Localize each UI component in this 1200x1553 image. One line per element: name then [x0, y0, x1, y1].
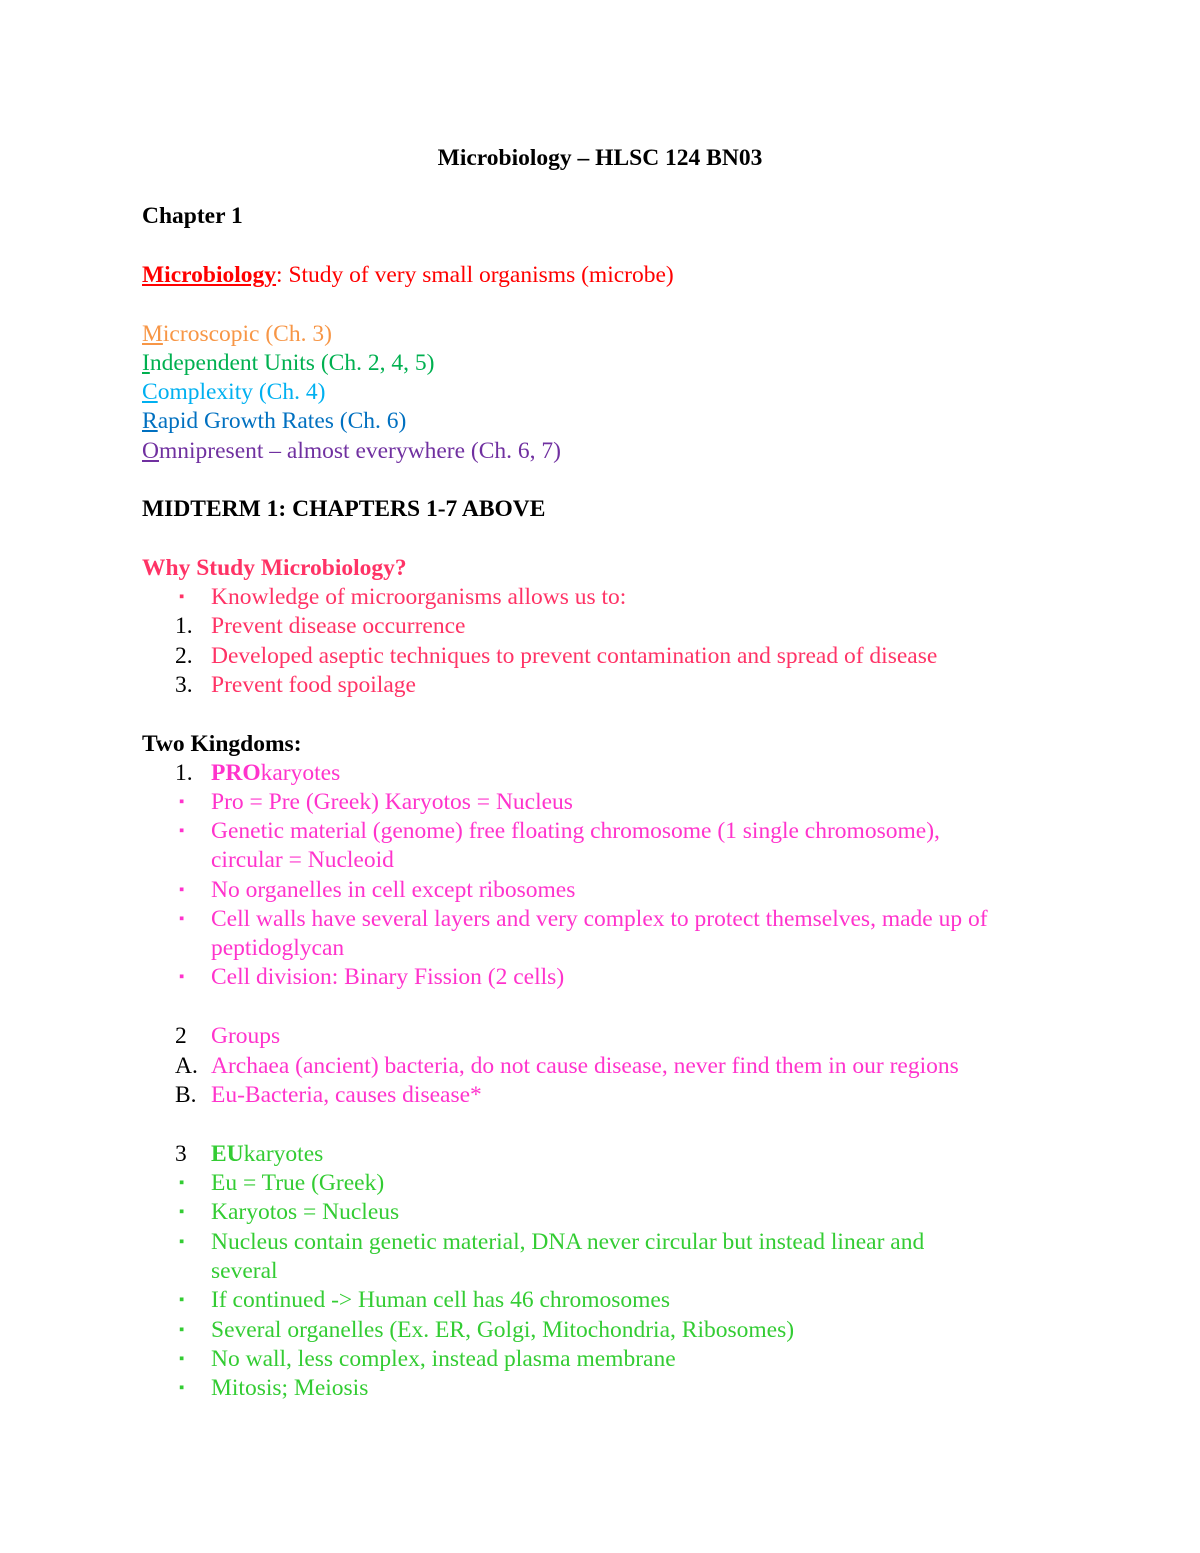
- bullet-icon: ▪: [179, 1322, 185, 1338]
- list-item: No organelles in cell except ribosomes: [211, 877, 576, 903]
- eukaryotes-prefix: EU: [211, 1141, 244, 1167]
- definition-separator: :: [276, 262, 283, 288]
- list-item-continuation: peptidoglycan: [211, 935, 345, 961]
- acronym-text: omplexity (Ch. 4): [157, 379, 326, 405]
- list-item: Prevent disease occurrence: [211, 613, 466, 639]
- list-item: Cell walls have several layers and very complex to protect themselves, made up of: [211, 906, 988, 932]
- bullet-icon: ▪: [179, 1351, 185, 1367]
- list-item-continuation: several: [211, 1258, 278, 1284]
- acronym-letter: O: [142, 438, 159, 464]
- acronym-text: apid Growth Rates (Ch. 6): [157, 408, 407, 434]
- prokaryotes-prefix: PRO: [211, 760, 261, 786]
- acronym-item-c: [142, 377, 325, 407]
- why-intro: Knowledge of microorganisms allows us to:: [211, 584, 627, 610]
- eukaryotes-suffix: karyotes: [243, 1141, 324, 1167]
- list-item: Developed aseptic techniques to prevent contamination and spread of disease: [211, 643, 938, 669]
- list-item: No wall, less complex, instead plasma membrane: [211, 1346, 676, 1372]
- bullet-icon: ▪: [179, 1204, 185, 1220]
- acronym-letter: C: [142, 379, 158, 405]
- list-item: Archaea (ancient) bacteria, do not cause disease, never find them in our regions: [211, 1053, 959, 1079]
- list-item: If continued -> Human cell has 46 chromosomes: [211, 1287, 670, 1313]
- list-item: Several organelles (Ex. ER, Golgi, Mitochondria, Ribosomes): [211, 1317, 795, 1343]
- acronym-letter: I: [142, 350, 150, 376]
- bullet-icon: ▪: [179, 1234, 185, 1250]
- prokaryotes-suffix: karyotes: [260, 760, 341, 786]
- list-item: Mitosis; Meiosis: [211, 1375, 369, 1401]
- list-item: Nucleus contain genetic material, DNA never circular but instead linear and: [211, 1229, 925, 1255]
- list-item: Karyotos = Nucleus: [211, 1199, 400, 1225]
- bullet-icon: ▪: [179, 1380, 185, 1396]
- list-item: Genetic material (genome) free floating chromosome (1 single chromosome),: [211, 818, 940, 844]
- acronym-text: icroscopic (Ch. 3): [162, 321, 332, 347]
- acronym-item-i: [142, 348, 434, 378]
- eukaryotes-heading: [211, 1139, 323, 1169]
- midterm-heading: MIDTERM 1: CHAPTERS 1-7 ABOVE: [142, 496, 546, 522]
- list-number: 3.: [175, 672, 193, 698]
- list-number: 3: [175, 1141, 187, 1167]
- acronym-text: mnipresent – almost everywhere (Ch. 6, 7): [158, 438, 561, 464]
- acronym-letter: M: [142, 321, 163, 347]
- list-item: Pro = Pre (Greek) Karyotos = Nucleus: [211, 789, 573, 815]
- acronym-text: ndependent Units (Ch. 2, 4, 5): [149, 350, 435, 376]
- list-item-continuation: circular = Nucleoid: [211, 847, 394, 873]
- bullet-icon: ▪: [179, 823, 185, 839]
- list-item: Eu-Bacteria, causes disease*: [211, 1082, 482, 1108]
- kingdoms-heading: Two Kingdoms:: [142, 731, 302, 757]
- prokaryotes-heading: [211, 758, 340, 788]
- definition-text: Study of very small organisms (microbe): [282, 262, 674, 288]
- definition-term: Microbiology: [142, 262, 277, 288]
- page-title: Microbiology – HLSC 124 BN03: [437, 145, 763, 171]
- list-number: 2: [175, 1023, 187, 1049]
- list-letter: B.: [175, 1082, 197, 1108]
- why-heading: Why Study Microbiology?: [142, 555, 407, 581]
- bullet-icon: ▪: [179, 911, 185, 927]
- definition-line: [142, 260, 674, 290]
- bullet-icon: ▪: [179, 969, 185, 985]
- bullet-icon: ▪: [179, 1292, 185, 1308]
- chapter-heading: Chapter 1: [142, 203, 243, 229]
- acronym-item-r: [142, 406, 406, 436]
- list-item: Cell division: Binary Fission (2 cells): [211, 964, 565, 990]
- bullet-icon: ▪: [179, 589, 185, 605]
- groups-heading: Groups: [211, 1023, 281, 1049]
- acronym-item-o: [142, 436, 561, 466]
- list-item: Prevent food spoilage: [211, 672, 416, 698]
- bullet-icon: ▪: [179, 882, 185, 898]
- list-number: 1.: [175, 760, 193, 786]
- bullet-icon: ▪: [179, 794, 185, 810]
- list-number: 1.: [175, 613, 193, 639]
- acronym-item-m: [142, 319, 332, 349]
- acronym-letter: R: [142, 408, 158, 434]
- list-number: 2.: [175, 643, 193, 669]
- list-letter: A.: [175, 1053, 198, 1079]
- list-item: Eu = True (Greek): [211, 1170, 385, 1196]
- bullet-icon: ▪: [179, 1175, 185, 1191]
